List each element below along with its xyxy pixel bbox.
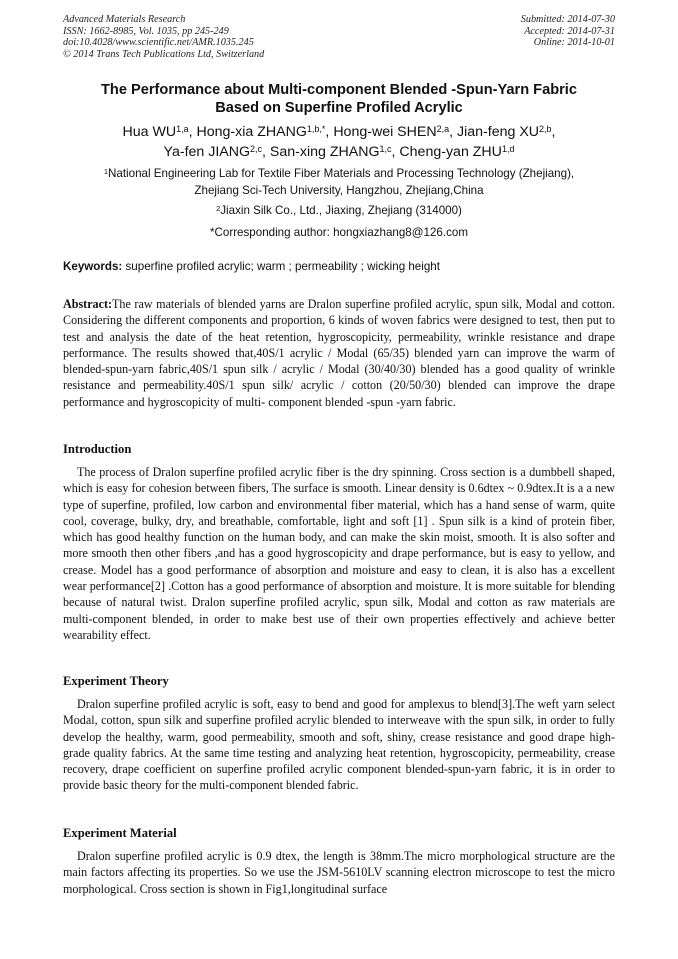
publication-dates [521,14,615,49]
section-heading-experiment-material: Experiment Material [63,826,177,840]
keywords-label: Keywords: [63,260,123,273]
abstract-text: The raw materials of blended yarns are Dralon superfine profiled acrylic, spun silk, Modal and cotton. Considering the different components and proportion, 6 kinds of woven fabrics were designed to test, then put to test and analysis the date of the heat retention, hygroscopicity, permeability, wrinkle resistance and drape performance. The results showed that,40S/1 acrylic / Modal (65/35) blended yarn can improve the warm of blended-spun-yarn fabric,40S/1 spun silk / acrylic / Modal (30/40/30) blended has a good quality of wrinkle resistance and permeability.40S/1 spun silk/ acrylic / cotton (20/50/30) blended can improve the drape performance and hygroscopicity of multi- component blended -spun -yarn fabric. [63,297,615,409]
title-line-2: Based on Superfine Profiled Acrylic [215,100,463,116]
journal-name: Advanced Materials Research [63,14,186,25]
author-affil-sup: 1,b,* [306,124,326,134]
accepted-date: Accepted: 2014-07-31 [524,25,615,37]
title-line-1: The Performance about Multi-component Blended -Spun-Yarn Fabric [101,82,577,98]
author-name: Hong-wei SHEN [333,124,437,140]
experiment-material-paragraph: Dralon superfine profiled acrylic is 0.9 dtex, the length is 38mm.The micro morphological structure are the main factors affecting its properties. So we use the JSM-5610LV scanning electron microscope to test the micro morphological. Cross section is shown in Fig1,longitudinal surface [63,849,615,896]
section-heading-experiment-theory: Experiment Theory [63,674,169,688]
submitted-date: Submitted: 2014-07-30 [520,14,615,25]
keywords [63,259,623,275]
author-affil-sup: 2,c [250,144,263,154]
abstract-label: Abstract: [63,297,113,311]
author-name: Ya-fen JIANG [163,144,251,160]
author-affil-sup: 1,c [379,144,392,154]
affiliation-2-line: Jiaxin Silk Co., Ltd., Jiaxing, Zhejiang (314000) [220,204,462,217]
affiliation-1-line-1: National Engineering Lab for Textile Fiber Materials and Processing Technology (Zhejiang), [108,167,575,180]
author-list [40,122,638,162]
author-name: Hua WU [122,124,177,140]
affiliation-2 [40,202,638,219]
author-separator: , [262,144,270,160]
author-name: Hong-xia ZHANG [196,124,307,140]
paper-title [40,81,638,117]
author-affil-sup: 2,a [436,124,450,134]
affiliation-1-sup: 1 [103,167,108,176]
author-affil-sup: 1,a [176,124,189,134]
abstract [63,296,615,410]
author-separator: , [391,144,400,160]
author-line-1 [40,122,638,142]
author-separator: , [325,124,334,140]
author-affil-sup: 1,d [501,144,515,154]
introduction-paragraph: The process of Dralon superfine profiled acrylic fiber is the dry spinning. Cross section is a dumbbell shaped, which is easy for cohesion between fibers, The surface is smooth. Linear density is 0.6dtex ~ 0.9dtex.It is a a new type of superfine, profiled, low carbon and environmental fiber material, which has a hand sense of warm, quite cool, coverage, bulky, dry, and breathable, comfortable, light and soft [1] . Spun silk is a kind of protein fiber, which has good healthy function on the human body, and can make the skin moist, smooth. It is also softer and more smooth then other fibers ,and has a good hygroscopicity and drape performance, but is easy to yellow, and crease. Model has a good performance of absorption and moisture and easy to clean, it is also has a excellent wear performance[2] .Cotton has a good performance of absorption and moisture. It is more suitable for blending because of natural twist. Dralon superfine profiled acrylic, spun silk, Modal and cotton as raw materials are multi-component blended, in order to make best use of their own properties effectively and achieve better wearability effect. [63,465,615,642]
copyright: © 2014 Trans Tech Publications Ltd, Switzerland [63,48,265,60]
doi: doi:10.4028/www.scientific.net/AMR.1035.245 [63,37,254,49]
author-separator: , [551,124,556,140]
issn-volume-pages: ISSN: 1662-8985, Vol. 1035, pp 245-249 [63,25,229,37]
experiment-theory-paragraph: Dralon superfine profiled acrylic is soft, easy to bend and good for amplexus to blend[3].The weft yarn select Modal, cotton, spun silk and superfine profiled acrylic blended to interweave with the spun silk, in order to fully develop the healthy, warm, good permeability, smooth and soft, shiny, crease resistance and good drape high-grade quality fabrics. At the same time testing and analyzing heat retention, hygroscopicity, permeability, crease recovery, drape coefficient on superfine profiled acrylic component blended-spun-yarn fabric, it is in order to provide basic theory for the multi-component blended fabric. [63,697,615,793]
corresponding-author: *Corresponding author: hongxiazhang8@126.com [210,226,468,239]
affiliation-1-line-2: Zhejiang Sci-Tech University, Hangzhou, Zhejiang,China [194,184,484,197]
author-name: San-xing ZHANG [269,144,380,160]
author-name: Jian-feng XU [457,124,540,140]
keywords-text: superfine profiled acrylic; warm ; permeability ; wicking height [122,260,440,273]
author-affil-sup: 2,b [539,124,552,134]
author-separator: , [188,124,197,140]
section-heading-introduction: Introduction [63,442,132,456]
affiliation-1 [40,165,638,199]
author-line-2 [40,142,638,162]
online-date: Online: 2014-10-01 [533,37,615,49]
affiliation-2-sup: 2 [216,204,221,213]
author-separator: , [449,124,458,140]
author-name: Cheng-yan ZHU [399,144,502,160]
publication-info [63,14,264,60]
